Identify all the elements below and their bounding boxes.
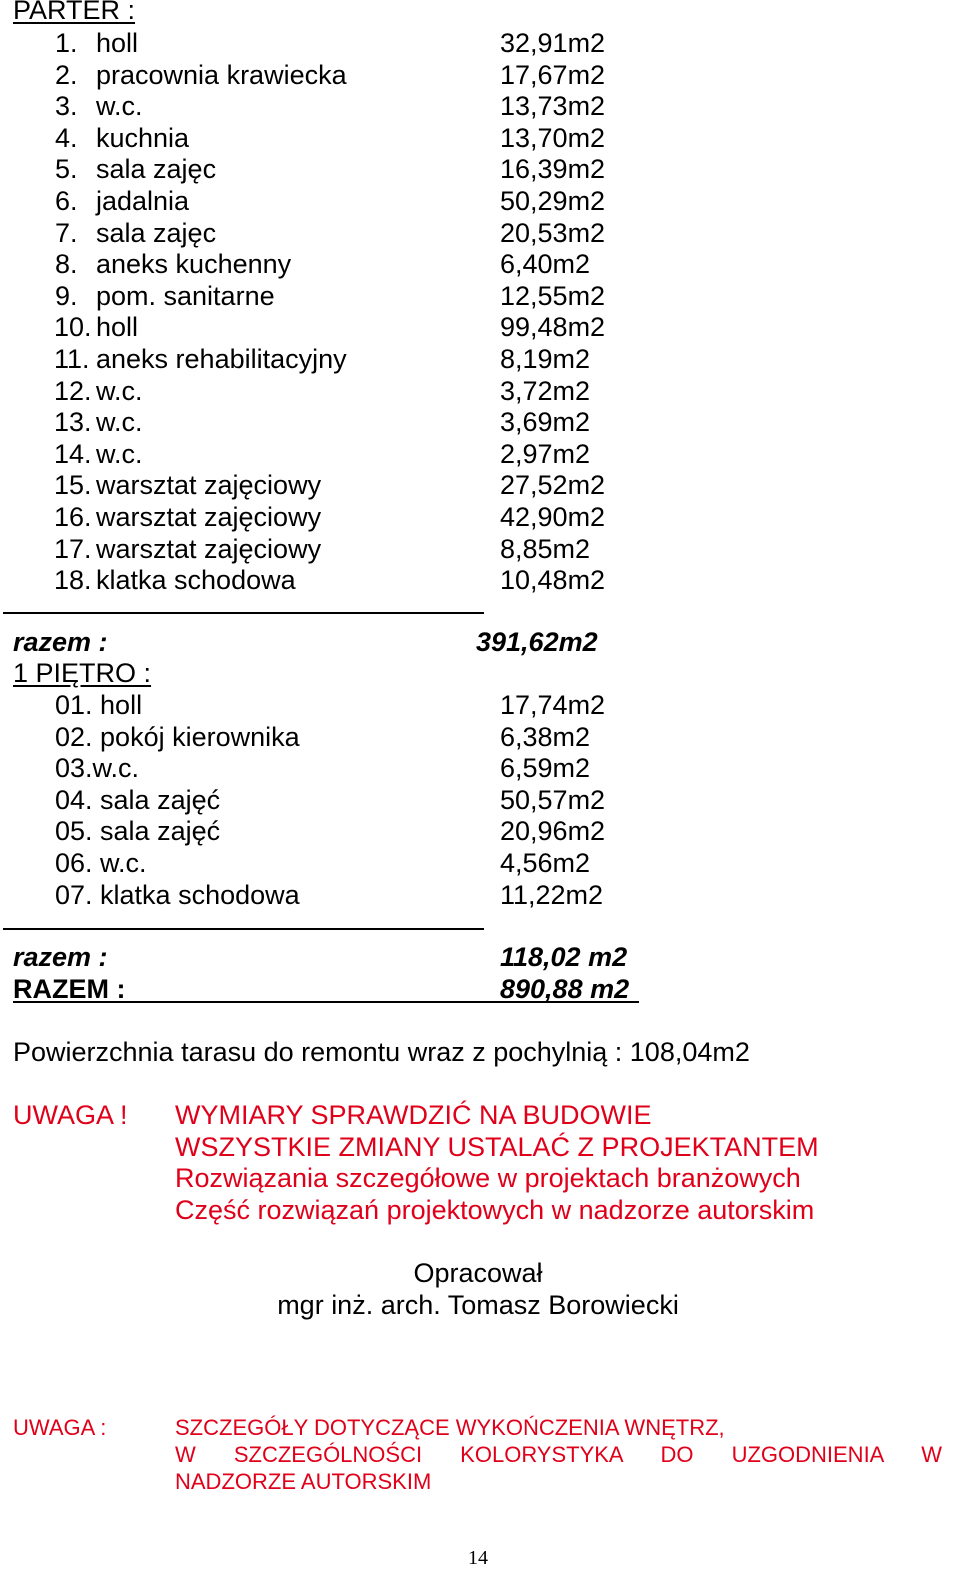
warning2-line: SZCZEGÓŁY DOTYCZĄCE WYKOŃCZENIA WNĘTRZ, <box>175 1415 725 1440</box>
room-area: 6,40m2 <box>500 249 591 279</box>
warning2-line: NADZORZE AUTORSKIM <box>175 1469 432 1494</box>
pietro-heading: 1 PIĘTRO : <box>13 658 152 688</box>
room-area: 50,57m2 <box>500 785 606 815</box>
room-number: 2. <box>55 60 78 90</box>
room-name: w.c. <box>96 439 143 469</box>
room-area: 42,90m2 <box>500 502 606 532</box>
pietro-total-label: razem : <box>13 942 108 972</box>
room-area: 13,70m2 <box>500 123 606 153</box>
page-number: 14 <box>468 1547 488 1569</box>
room-name: w.c. <box>96 91 143 121</box>
room-number: 18. <box>54 565 92 595</box>
grand-total-underline <box>13 1001 639 1003</box>
room-area: 6,38m2 <box>500 722 591 752</box>
room-number: 10. <box>54 312 92 342</box>
warning-label: UWAGA ! <box>13 1100 128 1130</box>
room-number: 14. <box>54 439 92 469</box>
room-name: sala zajęc <box>96 154 217 184</box>
room-area: 6,59m2 <box>500 753 591 783</box>
room-name: warsztat zajęciowy <box>96 534 322 564</box>
room-area: 12,55m2 <box>500 281 606 311</box>
room-name: jadalnia <box>96 186 190 216</box>
room-area: 4,56m2 <box>500 848 591 878</box>
terrace-area: Powierzchnia tarasu do remontu wraz z pochylnią : 108,04m2 <box>13 1037 750 1067</box>
room-area: 3,72m2 <box>500 376 591 406</box>
room-name: w.c. <box>96 407 143 437</box>
room-area: 32,91m2 <box>500 28 606 58</box>
room-name: aneks rehabilitacyjny <box>96 344 347 374</box>
warning-line: Część rozwiązań projektowych w nadzorze autorskim <box>175 1195 815 1225</box>
room-label: 01. holl <box>55 690 143 720</box>
room-area: 20,53m2 <box>500 218 606 248</box>
room-name: pom. sanitarne <box>96 281 275 311</box>
room-number: 9. <box>55 281 78 311</box>
room-number: 16. <box>54 502 92 532</box>
room-number: 13. <box>54 407 92 437</box>
section-divider <box>3 612 484 614</box>
room-number: 15. <box>54 470 92 500</box>
room-name: klatka schodowa <box>96 565 296 595</box>
room-name: warsztat zajęciowy <box>96 470 322 500</box>
room-number: 17. <box>54 534 92 564</box>
room-number: 4. <box>55 123 78 153</box>
room-area: 3,69m2 <box>500 407 591 437</box>
room-name: pracownia krawiecka <box>96 60 347 90</box>
room-label: 06. w.c. <box>55 848 147 878</box>
room-label: 05. sala zajęć <box>55 816 221 846</box>
grand-total-label: RAZEM : <box>13 974 126 1004</box>
room-area: 50,29m2 <box>500 186 606 216</box>
room-number: 8. <box>55 249 78 279</box>
parter-heading: PARTER : <box>13 0 136 25</box>
room-area: 17,74m2 <box>500 690 606 720</box>
room-label: 04. sala zajęć <box>55 785 221 815</box>
room-number: 7. <box>55 218 78 248</box>
room-number: 3. <box>55 91 78 121</box>
warning2-label: UWAGA : <box>13 1415 107 1440</box>
room-name: holl <box>96 312 139 342</box>
pietro-total-value: 118,02 m2 <box>500 942 628 972</box>
room-label: 07. klatka schodowa <box>55 880 300 910</box>
room-area: 10,48m2 <box>500 565 606 595</box>
room-name: kuchnia <box>96 123 190 153</box>
room-name: w.c. <box>96 376 143 406</box>
room-name: sala zajęc <box>96 218 217 248</box>
room-name: warsztat zajęciowy <box>96 502 322 532</box>
parter-total-value: 391,62m2 <box>476 627 598 657</box>
room-name: aneks kuchenny <box>96 249 292 279</box>
warning2-line: W SZCZEGÓLNOŚCI KOLORYSTYKA DO UZGODNIENIA W <box>175 1442 942 1467</box>
room-number: 1. <box>55 28 78 58</box>
grand-total-value: 890,88 m2 <box>500 974 630 1004</box>
room-label: 02. pokój kierownika <box>55 722 300 752</box>
prepared-by-label: Opracował <box>413 1258 543 1288</box>
room-area: 8,19m2 <box>500 344 591 374</box>
room-area: 13,73m2 <box>500 91 606 121</box>
room-area: 27,52m2 <box>500 470 606 500</box>
room-name: holl <box>96 28 139 58</box>
room-number: 11. <box>54 344 90 374</box>
warning-line: WYMIARY SPRAWDZIĆ NA BUDOWIE <box>175 1100 652 1130</box>
room-area: 16,39m2 <box>500 154 606 184</box>
parter-total-label: razem : <box>13 627 108 657</box>
room-area: 2,97m2 <box>500 439 591 469</box>
warning-line: Rozwiązania szczegółowe w projektach branżowych <box>175 1163 801 1193</box>
room-area: 17,67m2 <box>500 60 606 90</box>
room-number: 6. <box>55 186 78 216</box>
warning-line: WSZYSTKIE ZMIANY USTALAĆ Z PROJEKTANTEM <box>175 1132 819 1162</box>
room-label: 03.w.c. <box>55 753 140 783</box>
room-area: 8,85m2 <box>500 534 591 564</box>
room-area: 20,96m2 <box>500 816 606 846</box>
author-name: mgr inż. arch. Tomasz Borowiecki <box>277 1290 679 1320</box>
section-divider <box>3 928 484 930</box>
room-number: 5. <box>55 154 78 184</box>
room-number: 12. <box>54 376 92 406</box>
room-area: 11,22m2 <box>500 880 604 910</box>
room-area: 99,48m2 <box>500 312 606 342</box>
